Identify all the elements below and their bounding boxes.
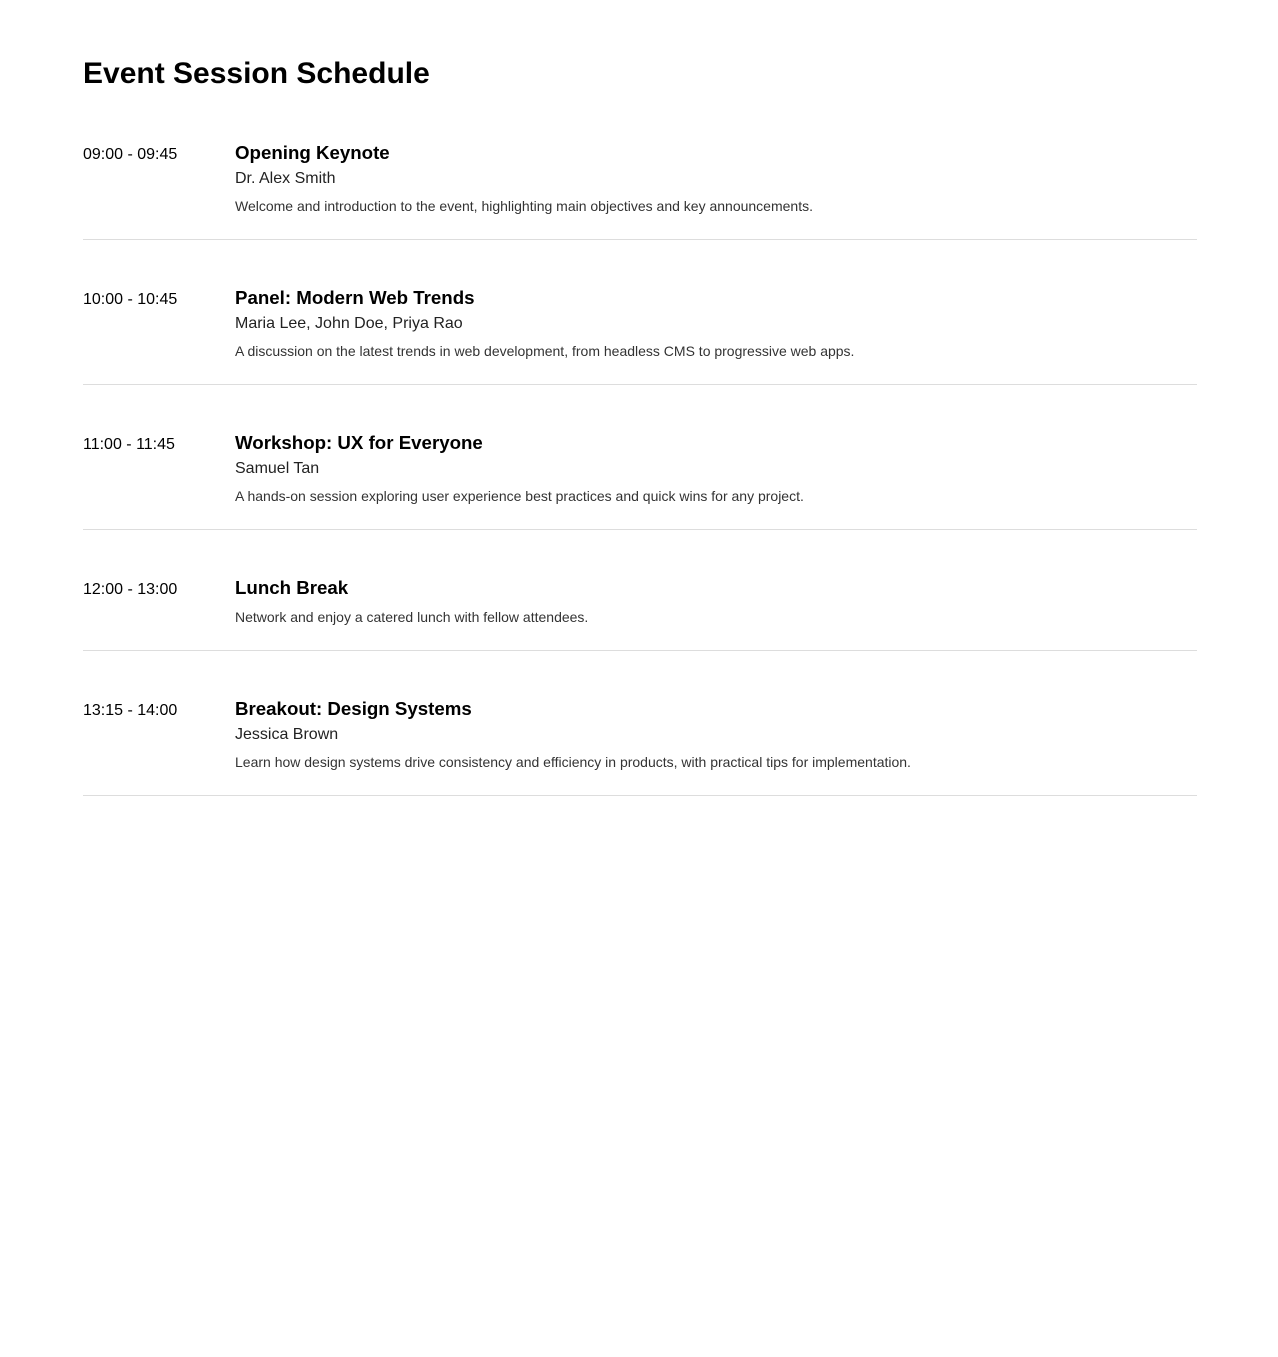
page-title: Event Session Schedule bbox=[83, 57, 430, 90]
session-title: Opening Keynote bbox=[235, 142, 390, 163]
session-row bbox=[83, 530, 1197, 651]
session-title: Lunch Break bbox=[235, 577, 349, 598]
session-time: 11:00 - 11:45 bbox=[83, 436, 175, 453]
session-row bbox=[83, 651, 1197, 796]
schedule-page bbox=[83, 57, 1197, 796]
session-title: Breakout: Design Systems bbox=[235, 698, 472, 719]
session-description: Welcome and introduction to the event, highlighting main objectives and key announcements. bbox=[235, 198, 813, 214]
session-description: Network and enjoy a catered lunch with fellow attendees. bbox=[235, 609, 589, 625]
session-time: 13:15 - 14:00 bbox=[83, 702, 178, 719]
session-time: 12:00 - 13:00 bbox=[83, 581, 178, 598]
session-description: A hands-on session exploring user experience best practices and quick wins for any project. bbox=[235, 488, 804, 504]
session-content bbox=[235, 577, 1197, 625]
session-speakers: Dr. Alex Smith bbox=[235, 170, 336, 187]
session-row bbox=[83, 240, 1197, 385]
session-speakers: Jessica Brown bbox=[235, 726, 339, 743]
session-content bbox=[235, 287, 1197, 359]
session-speakers: Maria Lee, John Doe, Priya Rao bbox=[235, 315, 463, 332]
session-title: Panel: Modern Web Trends bbox=[235, 287, 475, 308]
session-description: Learn how design systems drive consistency and efficiency in products, with practical tips for implementation. bbox=[235, 754, 911, 770]
session-time: 10:00 - 10:45 bbox=[83, 291, 178, 308]
session-row bbox=[83, 95, 1197, 240]
session-title: Workshop: UX for Everyone bbox=[235, 432, 483, 453]
session-speakers: Samuel Tan bbox=[235, 460, 320, 477]
session-content bbox=[235, 142, 1197, 214]
session-time: 09:00 - 09:45 bbox=[83, 146, 178, 163]
session-description: A discussion on the latest trends in web development, from headless CMS to progressive web apps. bbox=[235, 343, 855, 359]
session-row bbox=[83, 385, 1197, 530]
session-content bbox=[235, 432, 1197, 504]
session-content bbox=[235, 698, 1197, 770]
